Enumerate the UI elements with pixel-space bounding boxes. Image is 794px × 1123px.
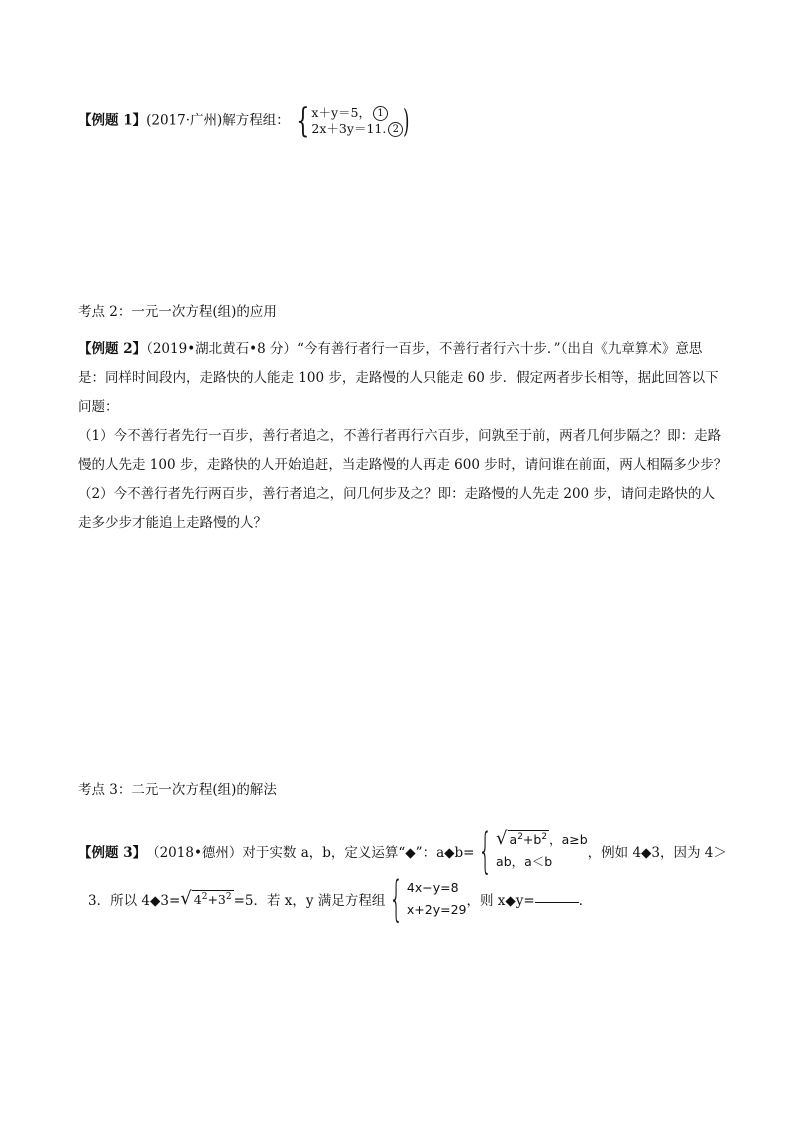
piecewise-definition (474, 823, 588, 879)
case-2: ab，a＜b (496, 854, 553, 869)
left-brace: { (478, 823, 493, 879)
example-3-source: （2018•德州） (146, 845, 243, 861)
operation-definition-text: 对于实数 a，b，定义运算“◆”：a◆b= (242, 845, 475, 861)
example-1-prompt: 解方程组： (222, 112, 290, 129)
example-2-text: “今有善行者行一百步，不善行者行六十步．”（出自《九章算术》意思是：同样时间段内，走路快的人能走 100 步，走路慢的人只能走 60 步．假定两者步长相等，据此回答以下问题： (78, 341, 719, 415)
example-2-label: 【例题 2】 (78, 341, 147, 357)
equation-1-line: x＋y＝5， 1 (311, 105, 403, 121)
system-equation-2: x+2y=29 (406, 902, 467, 917)
circled-number-2: 2 (388, 122, 403, 137)
example-1-source: (2017·广州) (146, 112, 223, 129)
right-paren: ) (403, 102, 410, 140)
example-2-intro (78, 335, 728, 422)
example-3-line-1 (78, 823, 727, 879)
example-3-line-2 (88, 871, 593, 927)
left-brace: { (389, 871, 404, 927)
example-1 (78, 101, 413, 141)
line-2-text-b: =5．若 x，y 满足方程组 (233, 893, 386, 909)
case-1: √ $a^2+b^2$ ，a≥b (496, 828, 588, 849)
example-1-label: 【例题 1】 (78, 112, 147, 129)
line-2-text-c: ，则 x◆y= (466, 893, 535, 909)
example-2 (78, 335, 728, 538)
system-equation-1: 4x−y=8 (406, 880, 459, 895)
question-2: （2）今不善行者先行两百步，善行者追之，问几何步及之？即：走路慢的人先走 200 步，请问走路快的人走多少步才能追上走路慢的人？ (78, 486, 715, 531)
square-root: √ $a^2+b^2$ (496, 828, 548, 849)
example-3-label: 【例题 3】 (78, 845, 147, 861)
equation-system-3 (385, 871, 467, 927)
circled-number-1: 1 (373, 106, 388, 121)
line-2-text-a: 3．所以 4◆3= (88, 893, 181, 909)
section-3-heading: 考点 3：二元一次方程(组)的解法 (78, 782, 277, 798)
left-brace: { (296, 101, 310, 141)
equation-system-1 (292, 101, 413, 141)
line-2-end: ． (578, 893, 593, 909)
example-text: ，例如 4◆3，因为 4＞ (587, 845, 727, 861)
example-2-source: （2019•湖北黄石•8 分） (146, 341, 298, 357)
section-2-heading: 考点 2：一元一次方程(组)的应用 (78, 304, 277, 320)
square-root-example: √ $4^2+3^2$ (180, 888, 232, 909)
equation-2-line: 2x＋3y＝11. 2 (311, 121, 403, 137)
question-1: （1）今不善行者先行一百步，善行者追之，不善行者再行六百步，问孰至于前，两者几何步隔之？即：走路慢的人先走 100 步，走路快的人开始追赶，当走路慢的人再走 600 步时，请问谁在前面，两人相隔多少步？ (78, 428, 728, 473)
answer-blank[interactable] (535, 890, 579, 903)
